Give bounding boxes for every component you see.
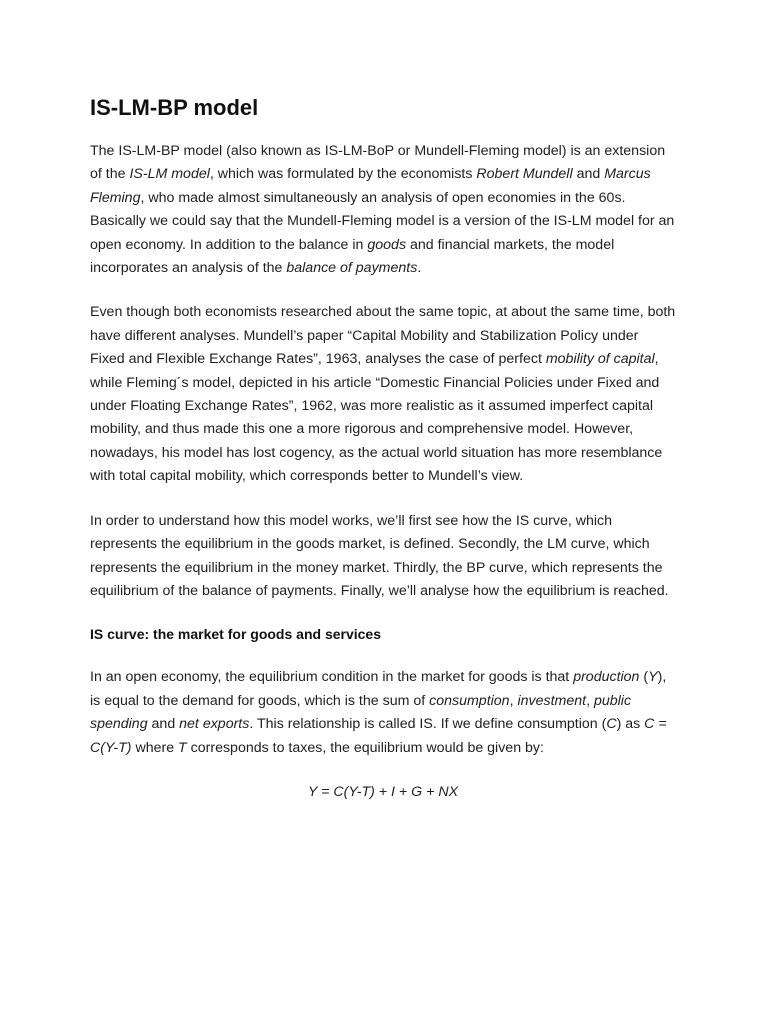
italic-term: investment [517, 692, 587, 709]
italic-term: mobility of capital [545, 351, 655, 368]
italic-term: C [606, 716, 617, 733]
italic-term: Y [648, 669, 658, 686]
italic-term: net exports [179, 716, 250, 733]
paragraph-overview: In order to understand how this model works, we’ll first see how the IS curve, which represents the equilibrium in the goods market, is defined. Secondly, the LM curve, which represents the equilibrium in the money market. Thirdly, the BP curve, which represents the equilibrium of the balance of payments. Finally, we’ll analyse how the equilibrium is reached. [90, 512, 669, 599]
italic-term: production [573, 669, 640, 686]
italic-term: C = C(Y-T) [90, 716, 667, 756]
section-heading-is-curve: IS curve: the market for goods and services [90, 626, 381, 643]
paragraph-is-curve: In an open economy, the equilibrium condition in the market for goods is that production (Y), is equal to the demand for goods, which is the sum of consumption, investment, public spending and net exports. This relationship is called IS. If we define consumption (C) as C = C(Y-T) where T corresponds to taxes, the equilibrium would be given by: [90, 669, 667, 756]
italic-term: Robert Mundell [476, 166, 573, 183]
equation-is: Y = C(Y-T) + I + G + NX [307, 783, 459, 800]
italic-term: consumption [429, 692, 510, 709]
paragraph-intro: The IS-LM-BP model (also known as IS-LM-BoP or Mundell-Fleming model) is an extension of the IS-LM model, which was formulated by the economists Robert Mundell and Marcus Fleming, who made almost simultaneously an analysis of open economies in the 60s. Basically we could say that the Mundell-Fleming model is a version of the IS-LM model for an open economy. In addition to the balance in goods and financial markets, the model incorporates an analysis of the balance of payments. [90, 143, 675, 277]
italic-term: T [178, 739, 187, 756]
italic-term: Marcus Fleming [90, 166, 651, 206]
paragraph-economists: Even though both economists researched about the same topic, at about the same time, both have different analyses. Mundell’s paper “Capital Mobility and Stabilization Policy under Fixed and Flexible Exchange Rates”, 1963, analyses the case of perfect mobility of capital, while Fleming´s model, depicted in his article “Domestic Financial Policies under Fixed and under Floating Exchange Rates”, 1962, was more realistic as it assumed imperfect capital mobility, and thus made this one a more rigorous and comprehensive model. However, nowadays, his model has lost cogency, as the actual world situation has more resemblance with total capital mobility, which corresponds better to Mundell’s view. [90, 304, 676, 485]
italic-term: public spending [90, 692, 632, 733]
italic-term: IS-LM model [129, 166, 210, 183]
italic-term: balance of payments [286, 260, 418, 277]
page-title: IS-LM-BP model [90, 95, 259, 120]
italic-term: goods [367, 236, 407, 253]
